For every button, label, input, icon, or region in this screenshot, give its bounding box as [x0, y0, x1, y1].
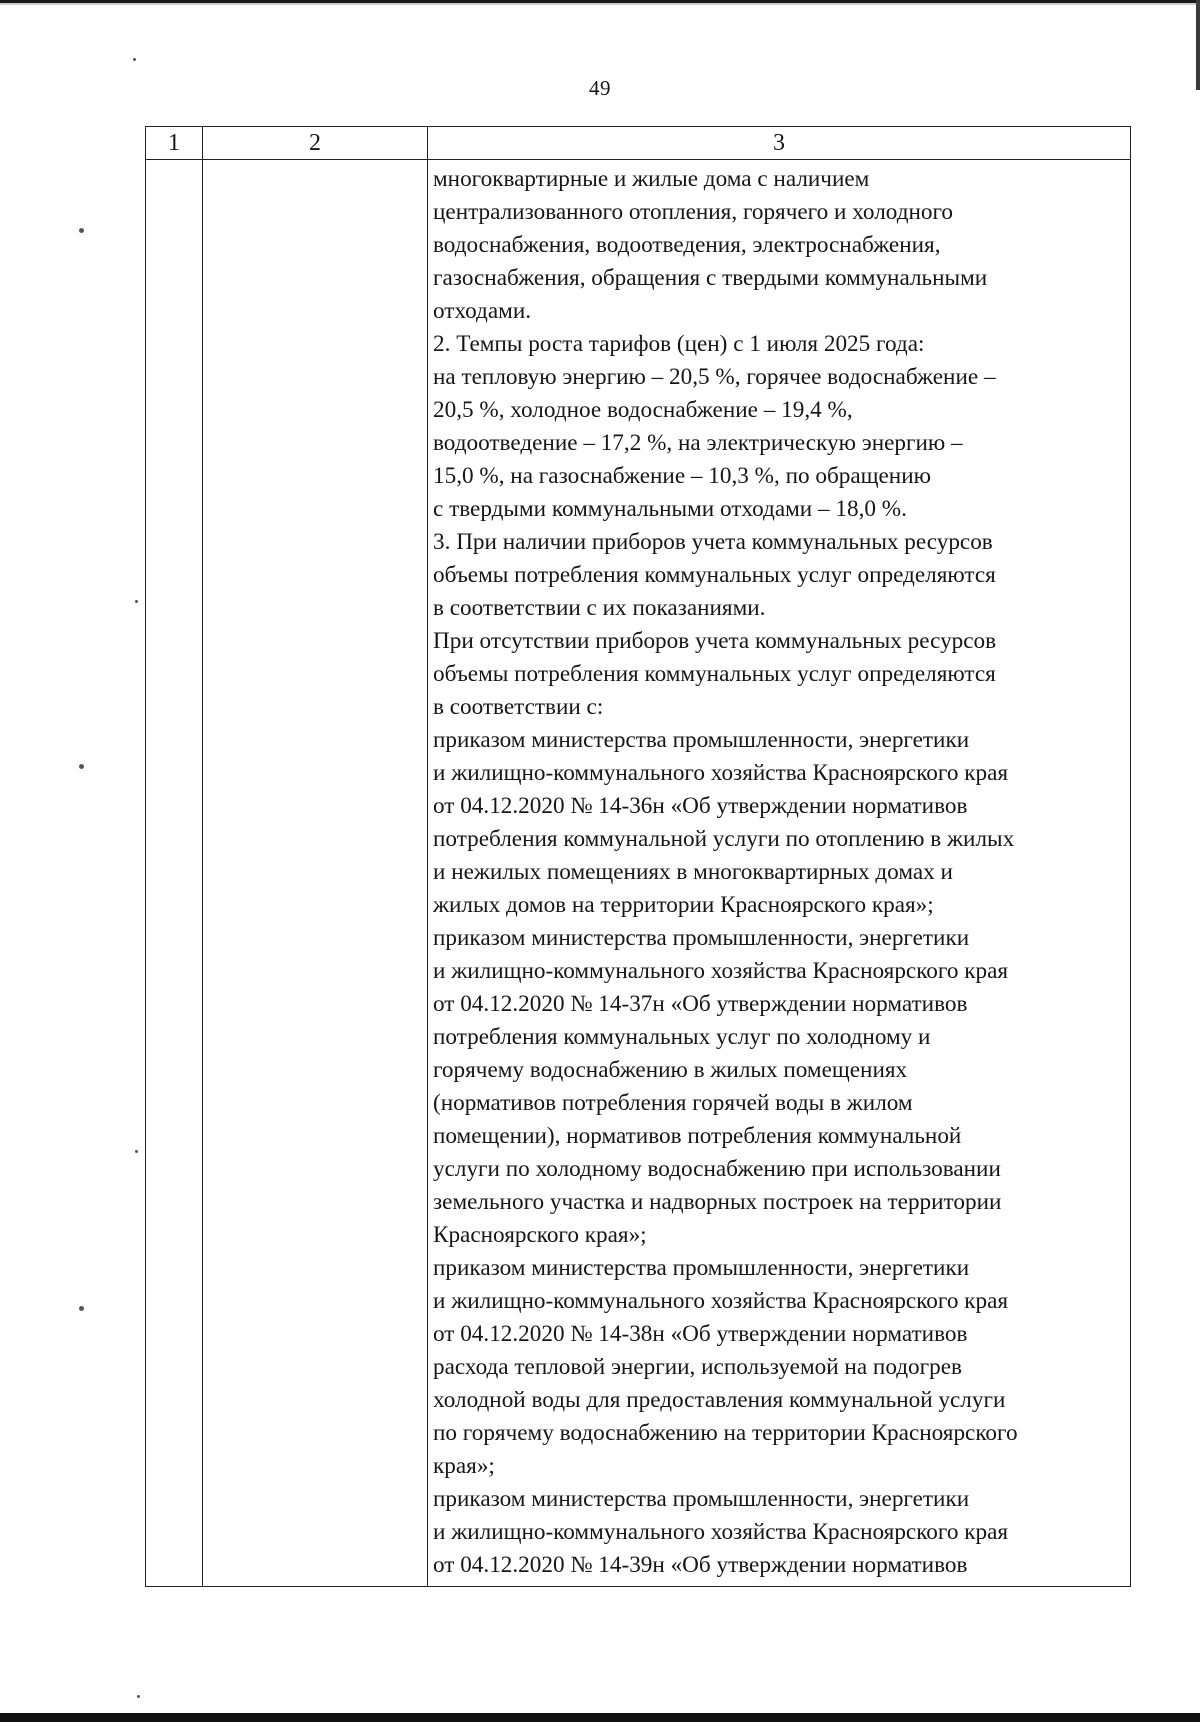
text-line: по горячему водоснабжению на территории Красноярского [433, 1420, 1018, 1446]
text-line: помещении), нормативов потребления коммунальной [433, 1123, 962, 1149]
text-line: на тепловую энергию – 20,5 %, горячее водоснабжение – [433, 364, 996, 390]
text-line: 20,5 %, холодное водоснабжение – 19,4 %, [433, 397, 853, 423]
text-line: (нормативов потребления горячей воды в жилом [433, 1090, 913, 1116]
text-line: приказом министерства промышленности, энергетики [433, 727, 970, 753]
text-line: 2. Темпы роста тарифов (цен) с 1 июля 2025 года: [433, 331, 925, 357]
text-line: земельного участка и надворных построек на территории [433, 1189, 1002, 1215]
header-cell-3: 3 [428, 127, 1131, 160]
text-line: потребления коммунальных услуг по холодному и [433, 1024, 931, 1050]
scan-border-bottom [0, 1713, 1200, 1722]
text-line: от 04.12.2020 № 14-38н «Об утверждении нормативов [433, 1321, 968, 1347]
header-cell-2: 2 [203, 127, 428, 160]
text-line: в соответствии с: [433, 694, 604, 720]
text-line: водоснабжения, водоотведения, электроснабжения, [433, 232, 941, 258]
text-line: и жилищно-коммунального хозяйства Красноярского края [433, 958, 1009, 984]
text-line: 15,0 %, на газоснабжение – 10,3 %, по обращению [433, 463, 931, 489]
text-line: 3. При наличии приборов учета коммунальных ресурсов [433, 529, 993, 555]
scan-speck [137, 1695, 140, 1698]
scan-speck [79, 764, 84, 769]
scan-speck [79, 228, 84, 233]
cell-col-2 [203, 160, 428, 1587]
table-row [146, 160, 1131, 1587]
text-line: от 04.12.2020 № 14-36н «Об утверждении нормативов [433, 793, 968, 819]
text-line: и жилищно-коммунального хозяйства Красноярского края [433, 1519, 1009, 1545]
table-header-row [146, 127, 1131, 160]
text-line: Красноярского края»; [433, 1222, 647, 1248]
text-line: и жилищно-коммунального хозяйства Красноярского края [433, 1288, 1009, 1314]
scan-border-top-shadow [0, 3, 1200, 5]
text-line: газоснабжения, обращения с твердыми коммунальными [433, 265, 988, 291]
scan-speck [133, 58, 136, 61]
text-line: потребления коммунальной услуги по отоплению в жилых [433, 826, 1015, 852]
text-line: объемы потребления коммунальных услуг определяются [433, 661, 996, 687]
document-table [145, 126, 1131, 1587]
text-line: объемы потребления коммунальных услуг определяются [433, 562, 996, 588]
text-line: края»; [433, 1453, 495, 1479]
text-line: многоквартирные и жилые дома с наличием [433, 166, 870, 192]
text-line: приказом министерства промышленности, энергетики [433, 1255, 970, 1281]
scan-speck [135, 1150, 138, 1153]
text-line: холодной воды для предоставления коммунальной услуги [433, 1387, 1006, 1413]
scan-speck [79, 1306, 84, 1311]
text-line: от 04.12.2020 № 14-39н «Об утверждении нормативов [433, 1552, 968, 1578]
scan-speck [135, 600, 138, 603]
text-line: приказом министерства промышленности, энергетики [433, 925, 970, 951]
page-number: 49 [589, 76, 611, 100]
text-line: расхода тепловой энергии, используемой на подогрев [433, 1354, 962, 1380]
text-line: от 04.12.2020 № 14-37н «Об утверждении нормативов [433, 991, 968, 1017]
text-line: услуги по холодному водоснабжению при использовании [433, 1156, 1001, 1182]
text-line: отходами. [433, 298, 532, 324]
text-line: приказом министерства промышленности, энергетики [433, 1486, 970, 1512]
text-line: в соответствии с их показаниями. [433, 595, 766, 621]
text-line: жилых домов на территории Красноярского края»; [433, 892, 934, 918]
text-line: с твердыми коммунальными отходами – 18,0 %. [433, 496, 907, 522]
text-line: и жилищно-коммунального хозяйства Красноярского края [433, 760, 1009, 786]
cell-col-1 [146, 160, 203, 1587]
text-line: водоотведение – 17,2 %, на электрическую энергию – [433, 430, 963, 456]
text-line: горячему водоснабжению в жилых помещениях [433, 1057, 908, 1083]
text-line: и нежилых помещениях в многоквартирных домах и [433, 859, 953, 885]
text-line: При отсутствии приборов учета коммунальных ресурсов [433, 628, 997, 654]
cell-col-3 [428, 160, 1131, 1587]
text-line: централизованного отопления, горячего и холодного [433, 199, 954, 225]
header-cell-1: 1 [146, 127, 203, 160]
